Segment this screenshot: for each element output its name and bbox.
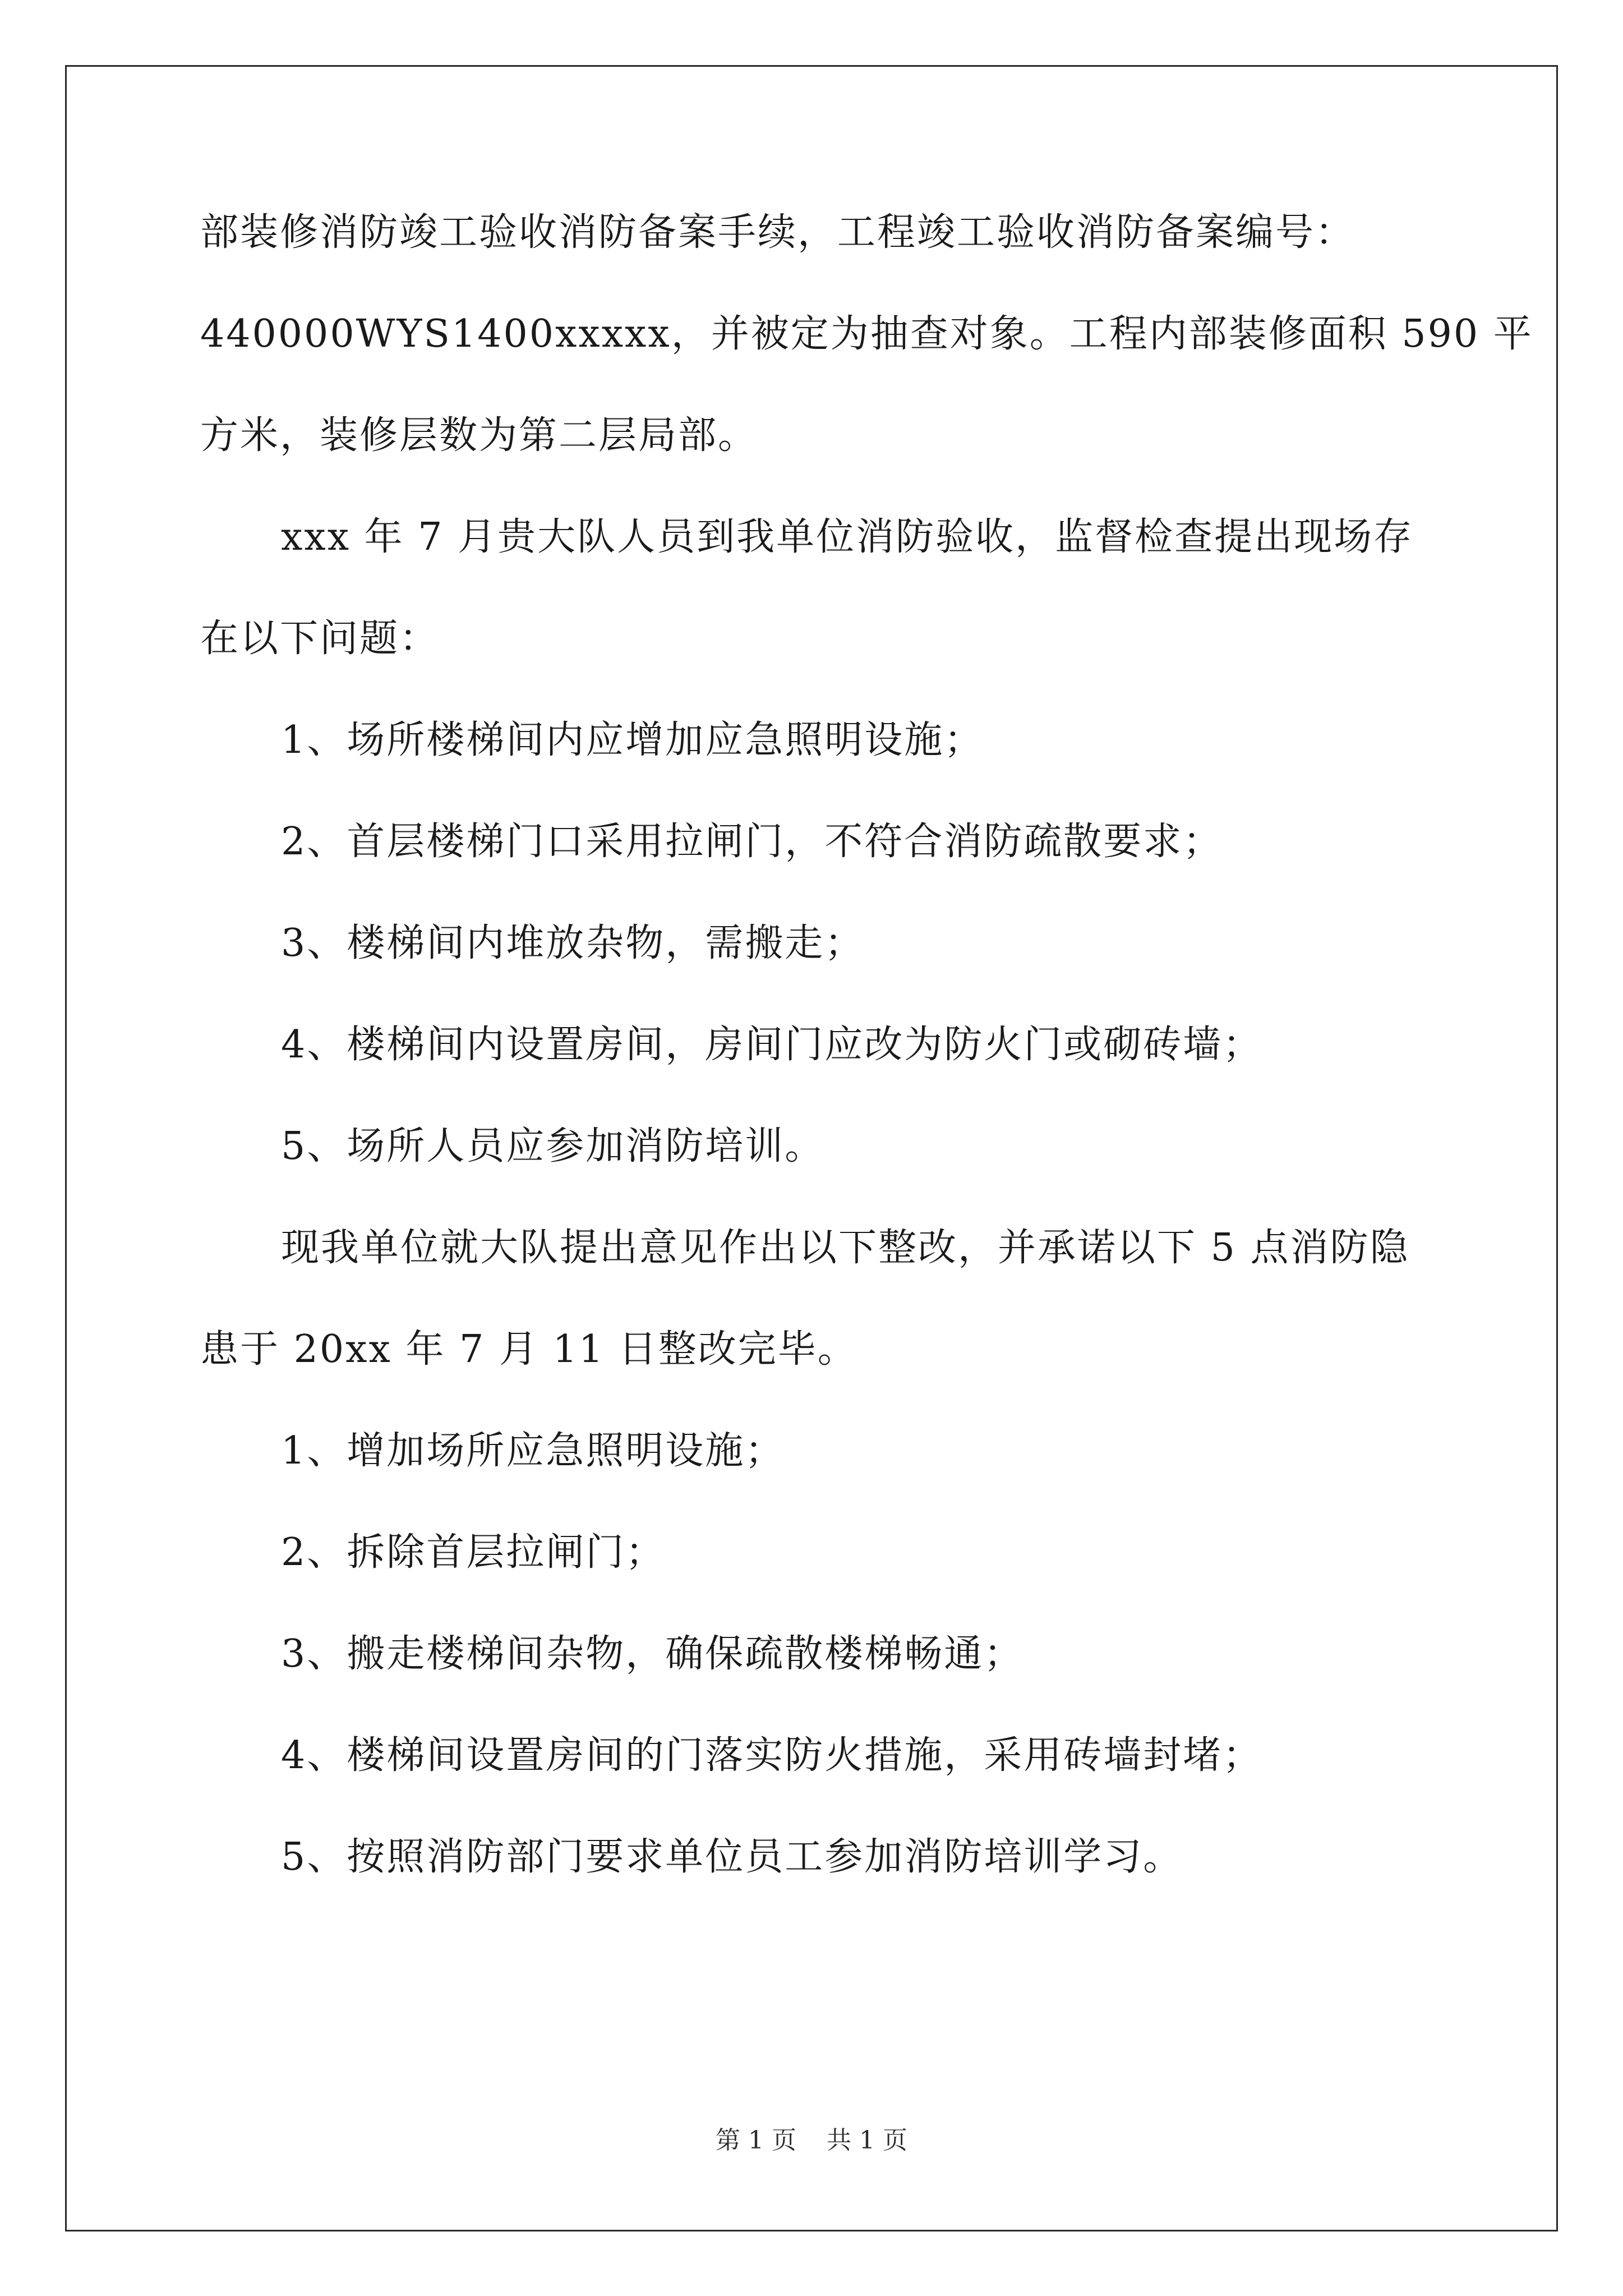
paragraph-line: 440000WYS1400xxxxx，并被定为抽查对象。工程内部装修面积 590 平 [200,312,1533,356]
rectification-item: 5、按照消防部门要求单位员工参加消防培训学习。 [281,1835,1183,1879]
paragraph-line: 患于 20xx 年 7 月 11 日整改完毕。 [200,1327,857,1372]
paragraph-line: 方米，装修层数为第二层局部。 [200,413,758,458]
issue-item: 5、场所人员应参加消防培训。 [281,1124,825,1168]
page-number-total: 共 1 页 [827,2126,907,2155]
paragraph-line: xxx 年 7 月贵大队人员到我单位消防验收，监督检查提出现场存 [281,515,1414,559]
page-number-current: 第 1 页 [716,2126,796,2155]
rectification-item: 2、拆除首层拉闸门； [281,1530,666,1575]
page-footer [0,2125,1623,2156]
issue-item: 2、首层楼梯门口采用拉闸门，不符合消防疏散要求； [281,820,1223,864]
issue-item: 1、场所楼梯间内应增加应急照明设施； [281,718,984,762]
issue-item: 4、楼梯间内设置房间，房间门应改为防火门或砌砖墙； [281,1023,1263,1067]
paragraph-line: 部装修消防竣工验收消防备案手续，工程竣工验收消防备案编号： [200,210,1355,255]
paragraph-line: 在以下问题： [200,616,440,661]
rectification-item: 3、搬走楼梯间杂物，确保疏散楼梯畅通； [281,1632,1024,1676]
rectification-item: 1、增加场所应急照明设施； [281,1429,785,1473]
document-body [200,208,1533,1934]
rectification-item: 4、楼梯间设置房间的门落实防火措施，采用砖墙封堵； [281,1733,1263,1778]
issue-item: 3、楼梯间内堆放杂物，需搬走； [281,921,865,965]
paragraph-line: 现我单位就大队提出意见作出以下整改，并承诺以下 5 点消防隐 [281,1226,1410,1270]
